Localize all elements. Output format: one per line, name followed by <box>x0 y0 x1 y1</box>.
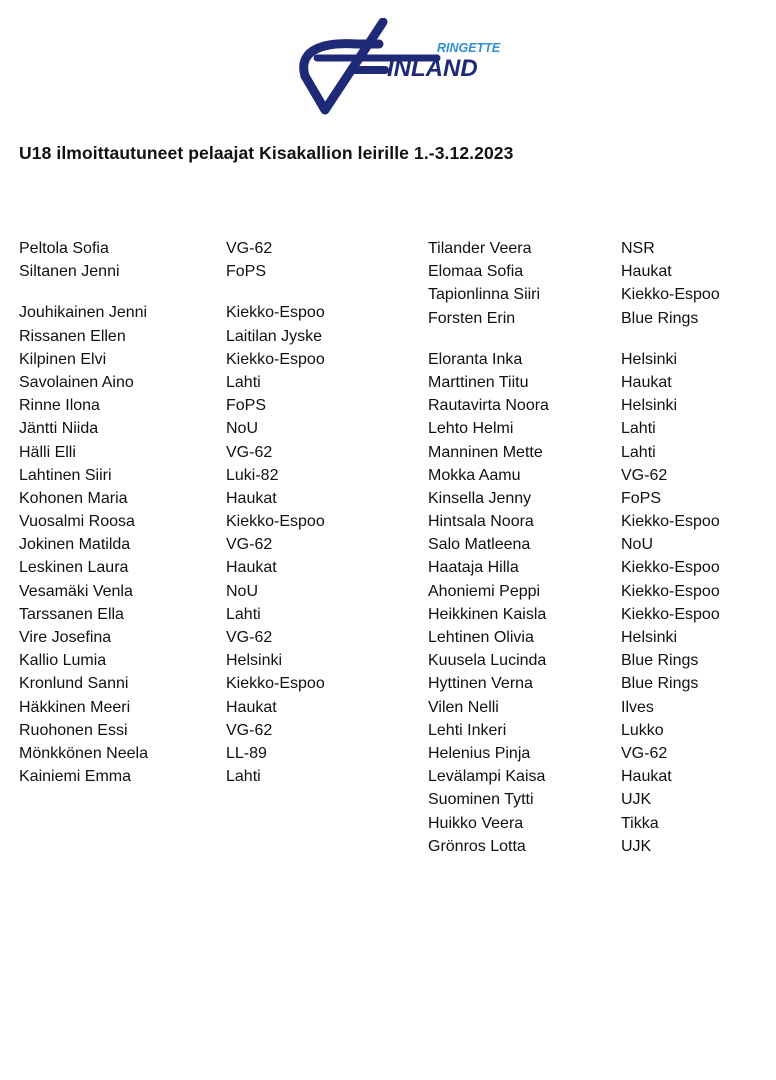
player-name: Rissanen Ellen <box>19 327 126 345</box>
player-name: Lehti Inkeri <box>428 721 507 739</box>
player-name: Vire Josefina <box>19 629 112 646</box>
player-name: Kallio Lumia <box>19 652 107 670</box>
player-name: Huikko Veera <box>428 814 524 832</box>
player-name: Siltanen Jenni <box>19 263 120 281</box>
player-name: Ahoniemi Peppi <box>428 582 541 600</box>
player-team: VG-62 <box>226 629 273 646</box>
player-team: Haukat <box>621 373 672 391</box>
player-name: Vesamäki Venla <box>19 582 133 600</box>
player-name: Vuosalmi Roosa <box>19 513 135 531</box>
player-name: Salo Matleena <box>428 536 531 554</box>
player-name: Levälampi Kaisa <box>428 768 546 786</box>
player-name: Jokinen Matilda <box>19 536 131 554</box>
ringette-finland-logo <box>287 18 517 116</box>
player-team: Blue Rings <box>621 652 699 670</box>
logo-graphic <box>287 18 517 116</box>
player-team: Helsinki <box>621 350 678 368</box>
player-name: Kuusela Lucinda <box>428 652 547 670</box>
player-name: Vilen Nelli <box>428 698 499 716</box>
player-team: Ilves <box>621 698 654 716</box>
player-team: Haukat <box>226 698 277 716</box>
player-team: Kiekko-Espoo <box>226 350 325 368</box>
player-name: Kilpinen Elvi <box>19 350 107 368</box>
player-name: Mönkkönen Neela <box>19 744 148 762</box>
player-team: Helsinki <box>621 629 678 646</box>
player-team: Kiekko-Espoo <box>621 286 720 304</box>
player-name: Grönros Lotta <box>428 837 526 855</box>
player-name: Ruohonen Essi <box>19 721 128 739</box>
player-name: Helenius Pinja <box>428 744 531 762</box>
player-name: Kronlund Sanni <box>19 675 129 693</box>
player-team: Kiekko-Espoo <box>621 582 720 600</box>
player-name: Heikkinen Kaisla <box>428 605 547 623</box>
logo-ringette-text: RINGETTE <box>437 41 501 55</box>
player-name: Elomaa Sofia <box>428 263 524 281</box>
player-team: NoU <box>621 536 654 554</box>
player-name: Häkkinen Meeri <box>19 698 131 716</box>
player-team: VG-62 <box>226 721 273 739</box>
player-team: Kiekko-Espoo <box>226 304 325 322</box>
player-name: Lehto Helmi <box>428 420 514 438</box>
logo-finland-text: INLAND <box>387 55 478 82</box>
player-team: Laitilan Jyske <box>226 327 323 345</box>
page-title: U18 ilmoittautuneet pelaajat Kisakallion leirille 1.-3.12.2023 <box>19 143 514 163</box>
player-name: Manninen Mette <box>428 443 543 461</box>
player-team: Lahti <box>621 420 656 438</box>
player-name: Hintsala Noora <box>428 513 534 531</box>
player-name: Marttinen Tiitu <box>428 373 529 391</box>
player-team: Kiekko-Espoo <box>621 605 720 623</box>
player-team: UJK <box>621 791 652 809</box>
player-name: Haataja Hilla <box>428 559 519 577</box>
player-name: Eloranta Inka <box>428 350 523 368</box>
player-team: NoU <box>226 582 259 600</box>
player-team: FoPS <box>226 397 267 415</box>
player-name: Hyttinen Verna <box>428 675 533 693</box>
player-name: Mokka Aamu <box>428 466 521 484</box>
player-name: Leskinen Laura <box>19 559 129 577</box>
player-team: FoPS <box>621 489 662 507</box>
player-name: Kinsella Jenny <box>428 489 532 507</box>
player-name: Jäntti Niida <box>19 420 99 438</box>
player-team: VG-62 <box>226 536 273 554</box>
player-team: Tikka <box>621 814 659 832</box>
player-team: Kiekko-Espoo <box>226 513 325 531</box>
player-team: Lukko <box>621 721 664 739</box>
player-name: Savolainen Aino <box>19 373 134 391</box>
player-team: Lahti <box>226 605 261 623</box>
player-team: LL-89 <box>226 744 267 762</box>
player-name: Kainiemi Emma <box>19 768 132 786</box>
player-name: Tapionlinna Siiri <box>428 286 541 304</box>
player-name: Forsten Erin <box>428 309 516 327</box>
player-team: VG-62 <box>226 443 273 461</box>
player-team: NSR <box>621 240 655 257</box>
player-team: Kiekko-Espoo <box>226 675 325 693</box>
player-name: Hälli Elli <box>19 443 76 461</box>
player-team: FoPS <box>226 263 267 281</box>
player-team: Helsinki <box>226 652 283 670</box>
player-team: Lahti <box>621 443 656 461</box>
player-team: Lahti <box>226 768 261 786</box>
player-name: Rautavirta Noora <box>428 397 549 415</box>
player-name: Rinne Ilona <box>19 397 100 415</box>
player-name: Tilander Veera <box>428 240 532 257</box>
player-name: Lahtinen Siiri <box>19 466 112 484</box>
player-name: Peltola Sofia <box>19 240 109 257</box>
player-team: Luki-82 <box>226 466 279 484</box>
player-name: Kohonen Maria <box>19 489 128 507</box>
player-name: Jouhikainen Jenni <box>19 304 148 322</box>
player-team: Helsinki <box>621 397 678 415</box>
player-team: VG-62 <box>621 744 668 762</box>
player-team: VG-62 <box>226 240 273 257</box>
player-team: Haukat <box>621 768 672 786</box>
player-team: Kiekko-Espoo <box>621 513 720 531</box>
player-team: Lahti <box>226 373 261 391</box>
player-team: VG-62 <box>621 466 668 484</box>
player-team: Haukat <box>621 263 672 281</box>
player-team: NoU <box>226 420 259 438</box>
player-name: Lehtinen Olivia <box>428 629 534 646</box>
player-name: Suominen Tytti <box>428 791 534 809</box>
player-team: Blue Rings <box>621 675 699 693</box>
player-team: Haukat <box>226 559 277 577</box>
player-team: UJK <box>621 837 652 855</box>
player-team: Blue Rings <box>621 309 699 327</box>
player-name: Tarssanen Ella <box>19 605 124 623</box>
player-team: Kiekko-Espoo <box>621 559 720 577</box>
player-team: Haukat <box>226 489 277 507</box>
